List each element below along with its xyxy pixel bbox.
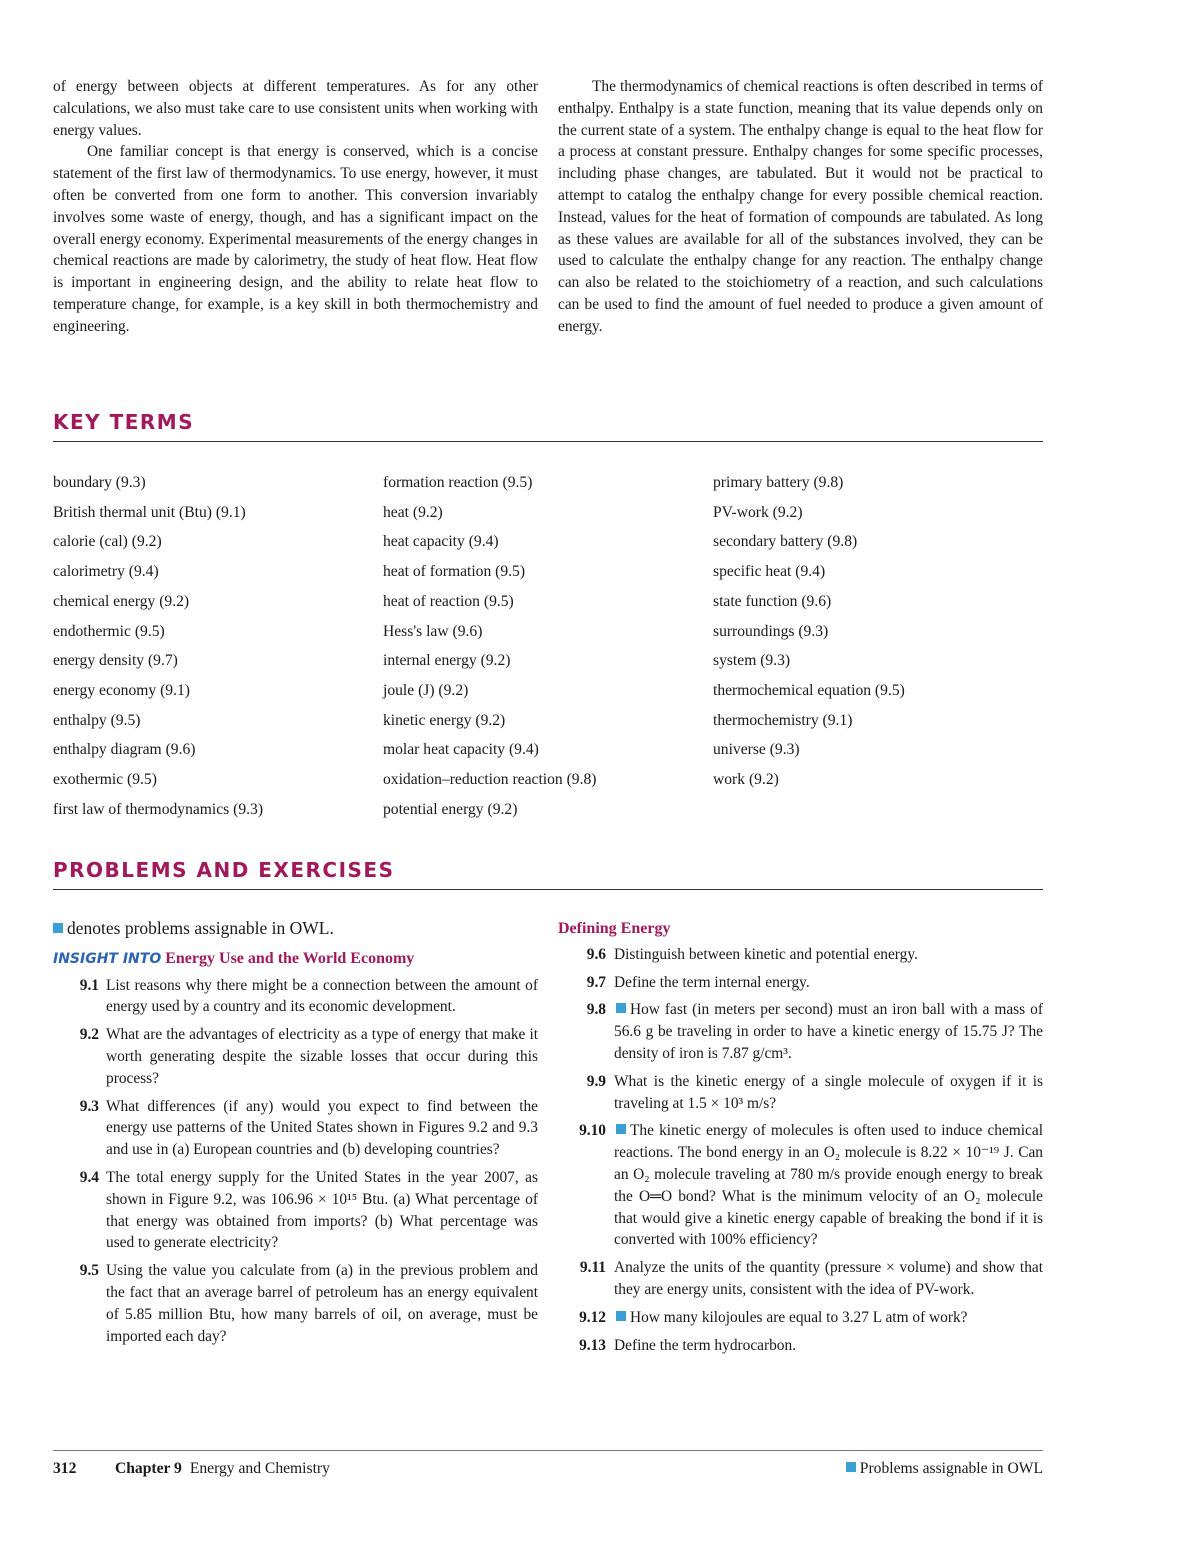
problem-item (558, 1120, 1043, 1251)
problem-text: How fast (in meters per second) must an iron ball with a mass of 56.6 g be traveling in order to have a kinetic energy of 15.75 J? The density of iron is 7.87 g/cm³. (614, 1001, 1043, 1062)
problem-number: 9.5 (79, 1262, 99, 1280)
problem-item (558, 1071, 1043, 1115)
key-term: boundary (9.3) (53, 474, 146, 491)
key-term: thermochemical equation (9.5) (713, 681, 905, 699)
key-term: formation reaction (9.5) (383, 474, 533, 491)
insight-label: INSIGHT INTO (53, 950, 162, 967)
problems-section (53, 918, 1043, 1362)
key-term: heat of formation (9.5) (383, 563, 526, 581)
problem-number: 9.10 (579, 1122, 606, 1140)
insight-subheading (53, 948, 538, 971)
key-terms-list (53, 468, 1043, 824)
problem-number: 9.6 (586, 945, 606, 963)
problem-number: 9.1 (79, 976, 99, 994)
problem-item (53, 1024, 538, 1089)
problem-item (53, 1167, 538, 1254)
key-term: enthalpy (9.5) (53, 711, 141, 729)
owl-square-icon (616, 1003, 626, 1013)
key-terms-column-3 (713, 468, 1043, 824)
key-term: potential energy (9.2) (383, 800, 518, 818)
page-footer (53, 1460, 1043, 1484)
problem-text: What is the kinetic energy of a single molecule of oxygen if it is traveling at 1.5 × 10³ m/s? (614, 1072, 1043, 1112)
problems-right-column (558, 918, 1043, 1362)
problem-text: Analyze the units of the quantity (pressure × volume) and show that they are energy units, consistent with the idea of PV-work. (614, 1259, 1043, 1298)
problem-list-right (558, 944, 1043, 1357)
chapter-label (115, 1460, 330, 1478)
problems-header (53, 858, 1043, 890)
key-term: energy economy (9.1) (53, 681, 190, 699)
problem-item (53, 1096, 538, 1161)
problem-number: 9.11 (579, 1259, 606, 1277)
intro-left-column (53, 76, 538, 338)
key-term: heat capacity (9.4) (383, 533, 499, 551)
problem-text: What differences (if any) would you expect to find between the energy use patterns of the United States shown in Figures 9.2 and 9.3 and use in (a) European countries and (b) developing countries? (106, 1097, 538, 1159)
key-term: calorimetry (9.4) (53, 563, 159, 581)
footer-rule (53, 1450, 1043, 1451)
key-term: exothermic (9.5) (53, 771, 157, 789)
owl-footer-label: Problems assignable in OWL (859, 1460, 1043, 1477)
key-term: joule (J) (9.2) (383, 681, 469, 699)
problem-item (558, 1257, 1043, 1301)
key-term: specific heat (9.4) (713, 563, 826, 581)
problem-number: 9.13 (579, 1336, 606, 1354)
intro-paragraph: The thermodynamics of chemical reactions is often described in terms of enthalpy. Enthalpy is a state function, meaning that its value depends only on the current state of a system. The enthalpy change is equal to the heat flow for a process at constant pressure. Enthalpy changes for some specific processes, including phase changes, are tabulated. But it would not be practical to attempt to catalog the enthalpy change for every possible chemical reaction. Instead, values for the heat of formation of compounds are tabulated. As long as these values are available for all of the substances involved, they can be used to calculate the enthalpy change for any reaction. The enthalpy change can also be related to the stoichiometry of a reaction, and such calculations can be used to find the amount of fuel needed to produce a given amount of energy. (558, 78, 1043, 335)
key-term: oxidation–reduction reaction (9.8) (383, 771, 597, 789)
problems-left-column (53, 918, 538, 1362)
owl-square-icon (53, 923, 63, 933)
key-term: heat (9.2) (383, 503, 443, 521)
key-terms-column-2 (383, 468, 713, 824)
problem-number: 9.4 (79, 1168, 99, 1186)
problem-text: Using the value you calculate from (a) in the previous problem and the fact that an average barrel of petroleum has an energy equivalent of 5.85 million Btu, how many barrels of oil, on average, must be imported each day? (106, 1262, 538, 1345)
problem-item (558, 999, 1043, 1064)
problem-item (558, 1335, 1043, 1357)
key-term: kinetic energy (9.2) (383, 711, 506, 729)
intro-paragraph: of energy between objects at different temperatures. As for any other calculations, we also must take care to use consistent units when working with energy values. (53, 78, 538, 139)
problem-text: The kinetic energy of molecules is often used to induce chemical reactions. The bond energy in an O₂ molecule is 8.22 × 10⁻¹⁹ J. Can an O₂ molecule traveling at 780 m/s provide enough energy to break the O═O bond? What is the minimum velocity of an O₂ molecule that would give a kinetic energy capable of breaking the bond if it is converted with 100% efficiency? (614, 1122, 1043, 1249)
problem-text: List reasons why there might be a connection between the amount of energy used by a country and its economic development. (106, 976, 538, 1016)
problem-item (53, 975, 538, 1019)
key-term: thermochemistry (9.1) (713, 711, 853, 729)
problem-number: 9.3 (79, 1097, 99, 1115)
problem-text: How many kilojoules are equal to 3.27 L atm of work? (630, 1308, 968, 1326)
key-term: work (9.2) (713, 771, 779, 789)
problems-heading: PROBLEMS AND EXERCISES (53, 858, 395, 882)
key-term: heat of reaction (9.5) (383, 592, 514, 610)
key-term: state function (9.6) (713, 592, 832, 610)
key-term: PV-work (9.2) (713, 503, 803, 521)
chapter-number: Chapter 9 (115, 1460, 182, 1477)
problem-number: 9.2 (79, 1026, 99, 1044)
intro-right-column (558, 76, 1043, 338)
problem-item (558, 972, 1043, 994)
intro-text (53, 76, 1043, 338)
problem-text: Define the term internal energy. (614, 973, 810, 991)
problem-item (558, 944, 1043, 966)
problem-text: What are the advantages of electricity as a type of energy that make it worth generating despite the sizable losses that occur during this process? (106, 1026, 538, 1087)
problem-text: Define the term hydrocarbon. (614, 1336, 797, 1354)
problem-number: 9.8 (586, 1001, 606, 1019)
problem-number: 9.12 (579, 1308, 606, 1326)
key-term: enthalpy diagram (9.6) (53, 741, 196, 759)
key-term: universe (9.3) (713, 741, 800, 759)
owl-square-icon (616, 1311, 626, 1321)
page-number: 312 (53, 1460, 77, 1477)
key-term: primary battery (9.8) (713, 474, 844, 491)
key-term: Hess's law (9.6) (383, 622, 483, 640)
key-term: secondary battery (9.8) (713, 533, 858, 551)
key-term: chemical energy (9.2) (53, 592, 190, 610)
problem-number: 9.7 (586, 973, 606, 991)
key-term: internal energy (9.2) (383, 652, 511, 670)
key-term: first law of thermodynamics (9.3) (53, 800, 264, 818)
problem-list-left (53, 975, 538, 1348)
insight-title: Energy Use and the World Economy (165, 949, 415, 967)
owl-square-icon (616, 1124, 626, 1134)
intro-paragraph: One familiar concept is that energy is conserved, which is a concise statement of the first law of thermodynamics. To use energy, however, it must often be converted from one form to another. This conversion invariably involves some waste of energy, though, and has a significant impact on the overall energy economy. Experimental measurements of the energy changes in chemical reactions are made by calorimetry, the study of heat flow. Heat flow is important in engineering design, and the ability to relate heat flow to temperature change, for example, is a key skill in both thermochemistry and engineering. (53, 143, 538, 335)
key-term: surroundings (9.3) (713, 622, 829, 640)
key-terms-heading: KEY TERMS (53, 410, 195, 434)
key-term: molar heat capacity (9.4) (383, 741, 539, 759)
key-terms-header (53, 410, 1043, 442)
key-term: British thermal unit (Btu) (9.1) (53, 503, 246, 521)
problem-text: Distinguish between kinetic and potential energy. (614, 945, 918, 963)
key-terms-column-1 (53, 468, 383, 824)
problem-number: 9.9 (586, 1072, 606, 1090)
problem-item (53, 1260, 538, 1347)
owl-square-icon (846, 1462, 856, 1472)
owl-note-text: denotes problems assignable in OWL. (67, 918, 334, 938)
key-term: energy density (9.7) (53, 652, 178, 670)
owl-note (53, 918, 538, 940)
problem-text: The total energy supply for the United States in the year 2007, as shown in Figure 9.2, was 106.96 × 10¹⁵ Btu. (a) What percentage of that energy was obtained from imports? (b) What percentage was used to generate electricity? (106, 1168, 538, 1252)
key-term: calorie (cal) (9.2) (53, 533, 162, 551)
defining-energy-subheading: Defining Energy (558, 920, 671, 937)
chapter-title: Energy and Chemistry (189, 1460, 330, 1477)
problem-item (558, 1307, 1043, 1329)
key-term: endothermic (9.5) (53, 622, 165, 640)
owl-footer (846, 1460, 1043, 1478)
key-term: system (9.3) (713, 652, 791, 670)
